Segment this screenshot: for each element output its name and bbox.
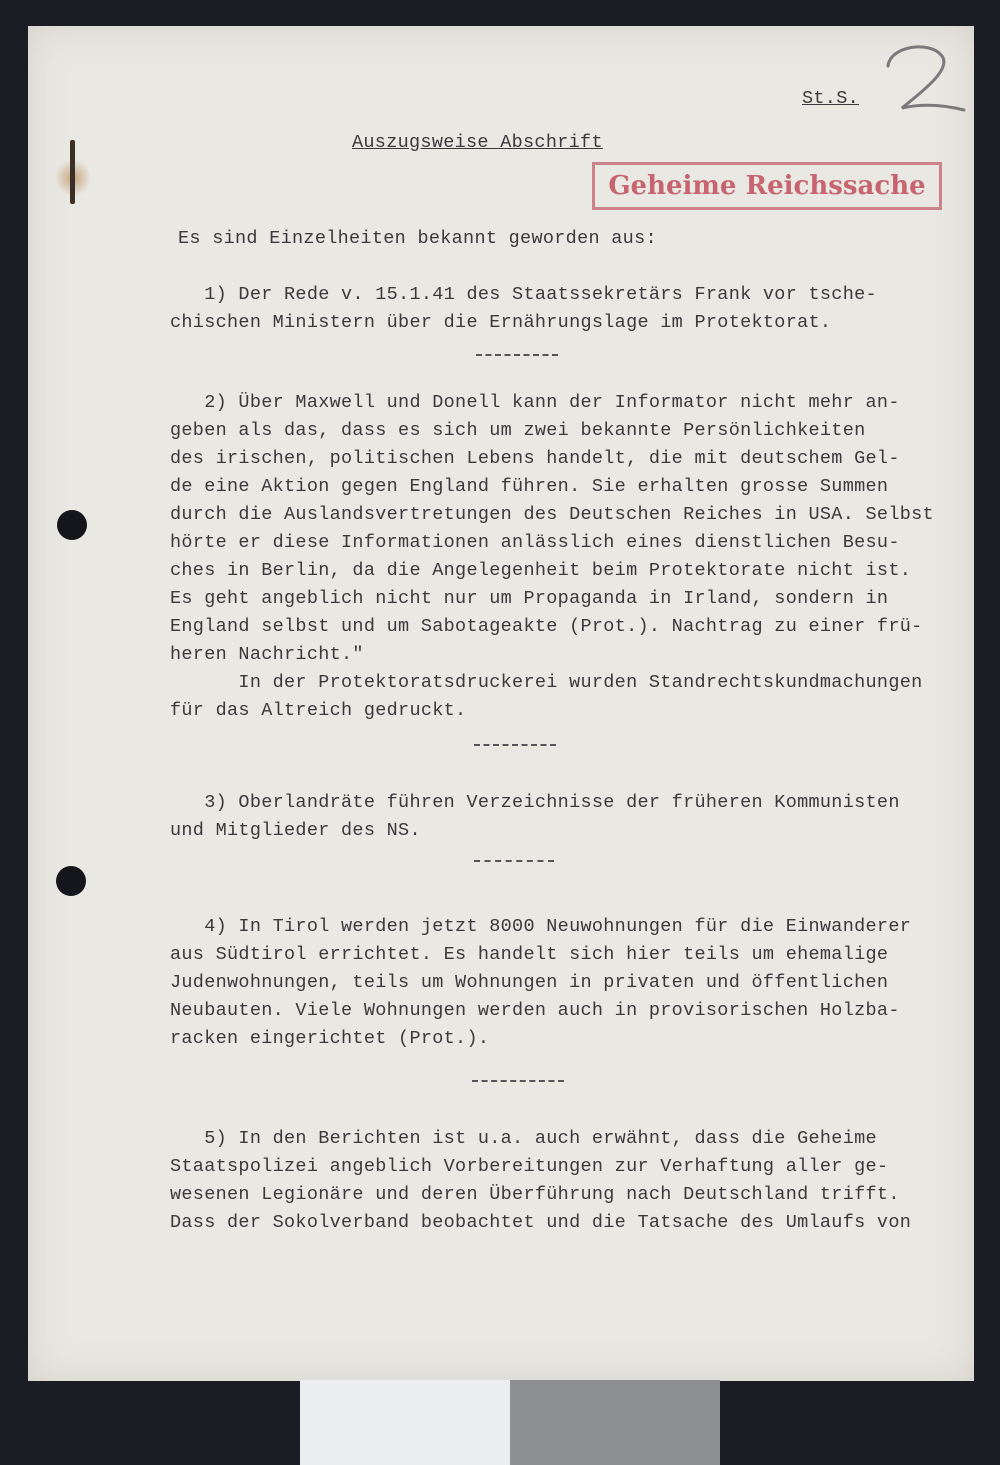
section-line: geben als das, dass es sich um zwei bekannte Persönlichkeiten <box>170 420 866 441</box>
section-line: des irischen, politischen Lebens handelt, die mit deutschem Gel- <box>170 448 900 469</box>
section-divider <box>472 1080 564 1082</box>
section-line: Es geht angeblich nicht nur um Propaganda in Irland, sondern in <box>170 588 889 609</box>
section-line: 4) In Tirol werden jetzt 8000 Neuwohnungen für die Einwanderer <box>170 916 912 937</box>
calibration-gray-patch <box>510 1380 720 1465</box>
punch-hole-top <box>57 510 87 540</box>
section-line: für das Altreich gedruckt. <box>170 700 467 721</box>
punch-hole-bottom <box>56 866 86 896</box>
scan-calibration-strip <box>300 1380 720 1465</box>
section-line: 1) Der Rede v. 15.1.41 des Staatssekretärs Frank vor tsche- <box>170 284 877 305</box>
section-line: Judenwohnungen, teils um Wohnungen in privaten und öffentlichen <box>170 972 889 993</box>
staple-wire <box>70 140 75 204</box>
section-line: 2) Über Maxwell und Donell kann der Informator nicht mehr an- <box>170 392 900 413</box>
intro-line: Es sind Einzelheiten bekannt geworden aus: <box>178 228 657 249</box>
section-line: 5) In den Berichten ist u.a. auch erwähnt, dass die Geheime <box>170 1128 877 1149</box>
section-divider <box>474 860 554 862</box>
section-line: Staatspolizei angeblich Vorbereitungen zur Verhaftung aller ge- <box>170 1156 889 1177</box>
staple <box>68 140 78 208</box>
section-line: In der Protektoratsdruckerei wurden Standrechtskundmachungen <box>170 672 923 693</box>
section-line: durch die Auslandsvertretungen des Deutschen Reiches in USA. Selbst <box>170 504 934 525</box>
section-line: heren Nachricht." <box>170 644 364 665</box>
calibration-white-patch <box>300 1380 510 1465</box>
secrecy-stamp: Geheime Reichssache <box>592 162 942 210</box>
document-heading: Auszugsweise Abschrift <box>352 132 603 153</box>
section-line: racken eingerichtet (Prot.). <box>170 1028 490 1049</box>
section-line: hörte er diese Informationen anlässlich eines dienstlichen Besu- <box>170 532 900 553</box>
section-line: aus Südtirol errichtet. Es handelt sich hier teils um ehemalige <box>170 944 889 965</box>
section-line: Neubauten. Viele Wohnungen werden auch in provisorischen Holzba- <box>170 1000 900 1021</box>
section-line: England selbst und um Sabotageakte (Prot.). Nachtrag zu einer frü- <box>170 616 923 637</box>
section-divider <box>476 354 558 356</box>
section-line: 3) Oberlandräte führen Verzeichnisse der früheren Kommunisten <box>170 792 900 813</box>
section-line: de eine Aktion gegen England führen. Sie erhalten grosse Summen <box>170 476 889 497</box>
reference-mark: St.S. <box>802 88 860 109</box>
handwritten-page-number <box>880 38 970 118</box>
section-line: ches in Berlin, da die Angelegenheit beim Protektorate nicht ist. <box>170 560 912 581</box>
section-line: chischen Ministern über die Ernährungslage im Protektorat. <box>170 312 832 333</box>
section-divider <box>474 744 556 746</box>
section-line: wesenen Legionäre und deren Überführung nach Deutschland trifft. <box>170 1184 900 1205</box>
section-line: Dass der Sokolverband beobachtet und die Tatsache des Umlaufs von <box>170 1212 912 1233</box>
section-line: und Mitglieder des NS. <box>170 820 421 841</box>
